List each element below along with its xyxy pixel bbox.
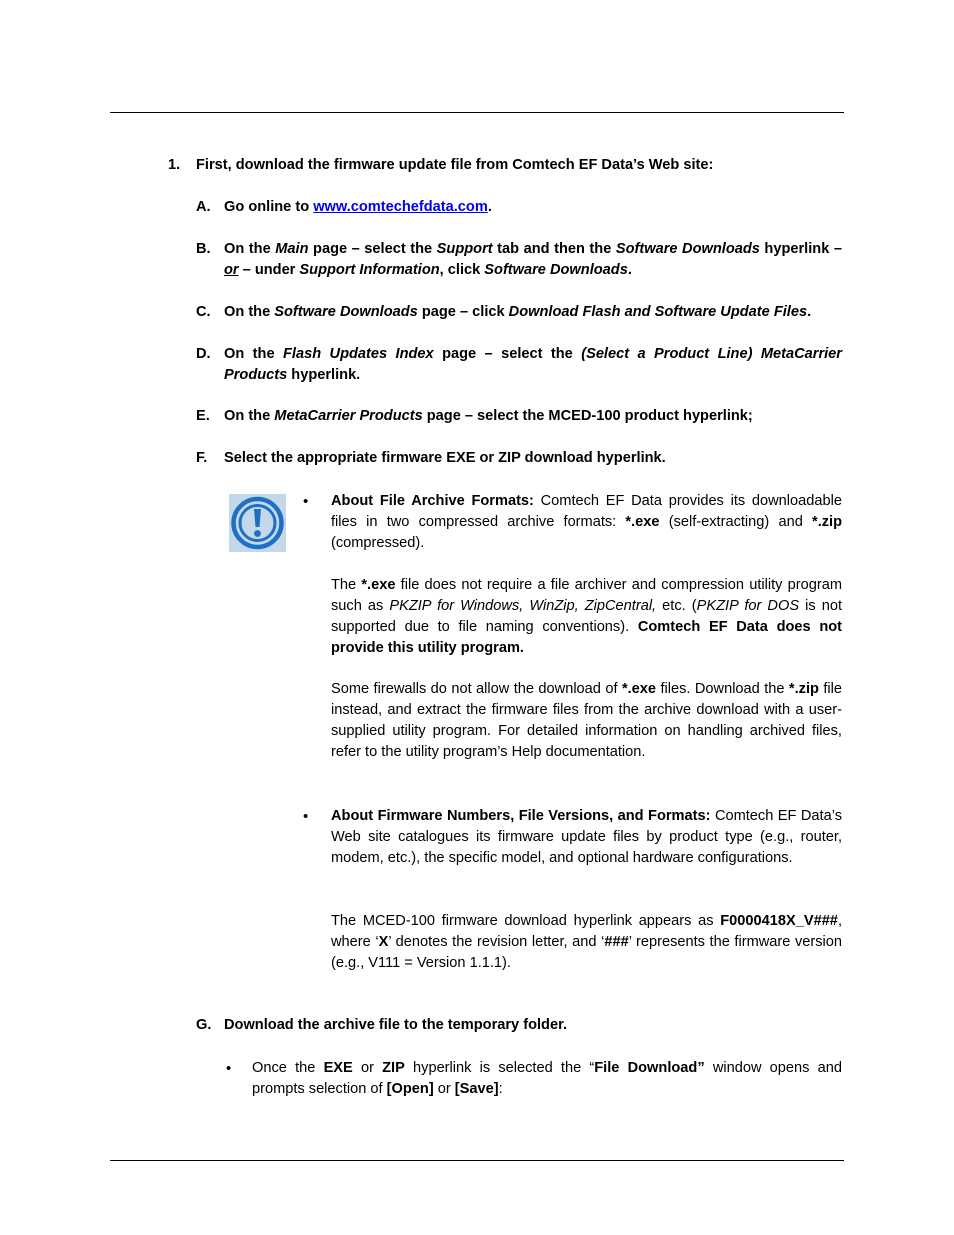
- step-c-text: On the Software Downloads page – click Download Flash and Software Update Files.: [224, 304, 812, 320]
- step-g-text: Download the archive file to the temporary folder.: [224, 1017, 568, 1033]
- step-g-bullet-glyph: •: [226, 1060, 232, 1077]
- step-e-text: On the MetaCarrier Products page – select the MCED-100 product hyperlink;: [224, 408, 753, 424]
- comtech-website-link[interactable]: www.comtechefdata.com: [313, 199, 488, 215]
- step-g-letter: G.: [196, 1017, 212, 1033]
- step-a-letter: A.: [196, 199, 211, 215]
- step-f-letter: F.: [196, 450, 208, 466]
- notice-hyperlink-format-paragraph: The MCED-100 firmware download hyperlink appears as F0000418X_V###, where ‘X’ denotes the revision letter, and ‘###’ represents the firmware version (e.g., V111 = Version 1.1.1).: [331, 913, 843, 971]
- notice-file-archive-formats: About File Archive Formats: Comtech EF Data provides its downloadable files in two compressed archive formats: *.exe (self-extracting) and *.zip (compressed).: [331, 493, 843, 551]
- notice-firewall-paragraph: Some firewalls do not allow the download of *.exe files. Download the *.zip file instead, and extract the firmware files from the archive download with a user-supplied utility program. For detailed information on handling archived files, refer to the utility program’s Help documentation.: [331, 681, 842, 760]
- step-f-text: Select the appropriate firmware EXE or ZIP download hyperlink.: [224, 450, 666, 466]
- step-b-text: On the Main page – select the Support tab and then the Software Downloads hyperlink – or – under Support Information, click Software Downloads.: [224, 241, 842, 278]
- important-notice-icon: [229, 494, 286, 552]
- step-1-text: First, download the firmware update file from Comtech EF Data’s Web site:: [196, 157, 714, 173]
- notice-exe-paragraph: The *.exe file does not require a file archiver and compression utility program such as PKZIP for Windows, WinZip, ZipCentral, etc. (PKZIP for DOS is not supported due to file naming conventions). Comtech EF Data does not provide this utility program.: [331, 577, 843, 656]
- footer-rule: [110, 1160, 844, 1161]
- step-e-letter: E.: [196, 408, 210, 424]
- notice-bullet-1-glyph: •: [303, 493, 309, 510]
- step-d-text: On the Flash Updates Index page – select the (Select a Product Line) MetaCarrier Products hyperlink.: [224, 346, 842, 383]
- header-rule: [110, 112, 844, 113]
- step-g-bullet-text: Once the EXE or ZIP hyperlink is selected the “File Download” window opens and prompts selection of [Open] or [Save]:: [252, 1060, 842, 1097]
- step-a-prefix: Go online to: [224, 199, 314, 215]
- step-1-number: 1.: [168, 157, 181, 173]
- step-b-letter: B.: [196, 241, 211, 257]
- step-a-suffix: .: [487, 199, 492, 215]
- step-c-letter: C.: [196, 304, 211, 320]
- notice-firmware-numbers: About Firmware Numbers, File Versions, and Formats: Comtech EF Data’s Web site catalogues its firmware update files by product type (e.g., router, modem, etc.), the specific model, and optional hardware configurations.: [331, 808, 842, 866]
- step-d-letter: D.: [196, 346, 211, 362]
- notice-bullet-2-glyph: •: [303, 808, 309, 825]
- step-a-text: [224, 197, 842, 218]
